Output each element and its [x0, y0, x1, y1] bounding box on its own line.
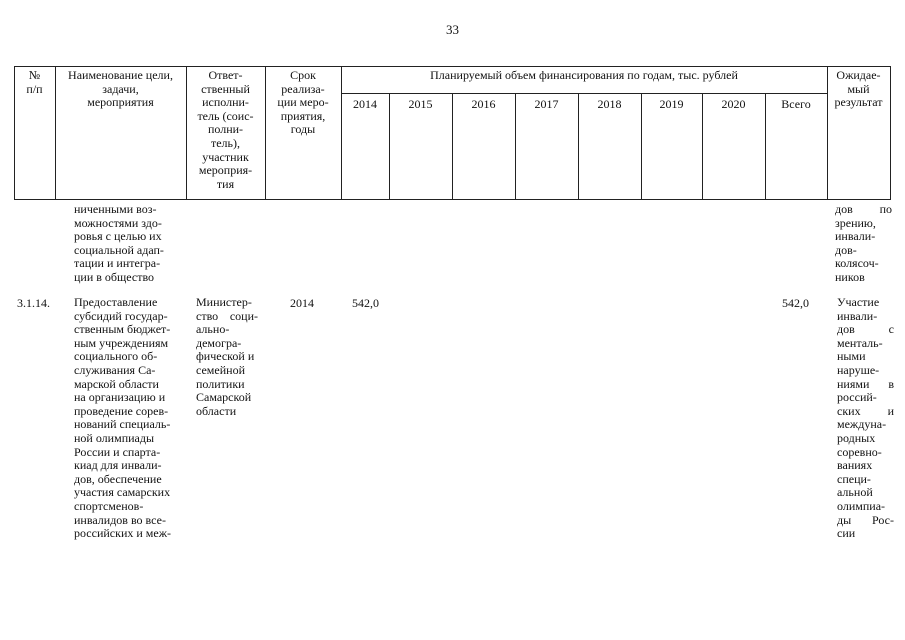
- row-term: 2014: [290, 296, 314, 310]
- table-top-border: [14, 66, 890, 67]
- result-line: ских и: [837, 403, 894, 418]
- header-year: 2016: [471, 97, 496, 111]
- header-year: 2015: [408, 97, 433, 111]
- result-line: зрению,: [835, 215, 876, 230]
- executor-line: демогра-: [196, 335, 242, 350]
- result-line: соревно-: [837, 444, 882, 459]
- header-number: № п/п: [26, 68, 43, 96]
- result-line: колясоч-: [835, 256, 879, 271]
- executor-line: ально-: [196, 322, 230, 337]
- result-line: инвали-: [837, 308, 878, 323]
- result-line: ными: [837, 349, 866, 364]
- executor-line: ство соци-: [196, 308, 258, 323]
- executor-line: Министер-: [196, 295, 252, 309]
- row-result: [837, 296, 894, 541]
- result-line: альной: [837, 485, 873, 500]
- page-number: 33: [446, 22, 459, 37]
- result-line: инвали-: [835, 229, 876, 244]
- header-name: Наименование цели, задачи, мероприятия: [68, 68, 173, 110]
- result-line: россий-: [837, 390, 877, 405]
- header-executor: Ответ- ственный исполни- тель (соис- полни- тель), участник мероприя- тия: [197, 68, 254, 191]
- result-line: Участие: [837, 295, 880, 309]
- result-line: наруше-: [837, 362, 880, 377]
- row-name: Предоставление субсидий государ- ственным бюджет- ным учреждениям социального об- служивания Са- марской области на организацию и проведение сорев- нований специаль- ной олимпиады России и спарта- киад для инвали- дов, обеспечение участия самарских спортсменов- инвалидов во все- российских и меж-: [74, 295, 172, 541]
- row-number: 3.1.14.: [17, 296, 50, 310]
- executor-line: политики: [196, 376, 245, 391]
- executor-line: фической и: [196, 349, 255, 364]
- result-line: родных: [837, 430, 876, 445]
- result-line: менталь-: [837, 335, 883, 350]
- result-line: олимпиа-: [837, 498, 886, 513]
- result-line: дов по: [835, 202, 892, 216]
- funding-header-divider: [341, 93, 827, 94]
- header-term: Срок реализа- ции меро- приятия, годы: [277, 68, 329, 137]
- result-line: ников: [835, 269, 865, 284]
- col-border: [341, 66, 342, 200]
- continuation-name: ниченными воз- можностями здо- ровья с целью их социальной адап- тации и интегра- ции в общество: [74, 202, 164, 284]
- header-result: Ожидае- мый результат: [834, 68, 883, 110]
- result-line: дов с: [837, 322, 894, 337]
- result-line: специ-: [837, 471, 871, 486]
- executor-line: семейной: [196, 362, 245, 377]
- header-total: Всего: [781, 97, 811, 111]
- result-line: дов-: [835, 242, 857, 257]
- header-year: 2019: [659, 97, 684, 111]
- executor-line: области: [196, 403, 237, 418]
- result-line: ваниях: [837, 458, 873, 473]
- col-border: [890, 66, 891, 200]
- row-amount-2014: 542,0: [352, 296, 379, 310]
- result-line: сии: [837, 526, 856, 541]
- header-year: 2020: [721, 97, 746, 111]
- row-executor: [196, 296, 262, 418]
- result-line: междуна-: [837, 417, 887, 432]
- continuation-result: [835, 203, 892, 285]
- header-year: 2018: [597, 97, 622, 111]
- row-amount-total: 542,0: [782, 296, 809, 310]
- result-line: ды Рос-: [837, 512, 894, 527]
- result-line: ниями в: [837, 376, 894, 391]
- executor-line: Самарской: [196, 390, 252, 405]
- header-funding: Планируемый объем финансирования по годам, тыс. рублей: [430, 68, 738, 82]
- header-year: 2017: [534, 97, 559, 111]
- header-year: 2014: [353, 97, 377, 111]
